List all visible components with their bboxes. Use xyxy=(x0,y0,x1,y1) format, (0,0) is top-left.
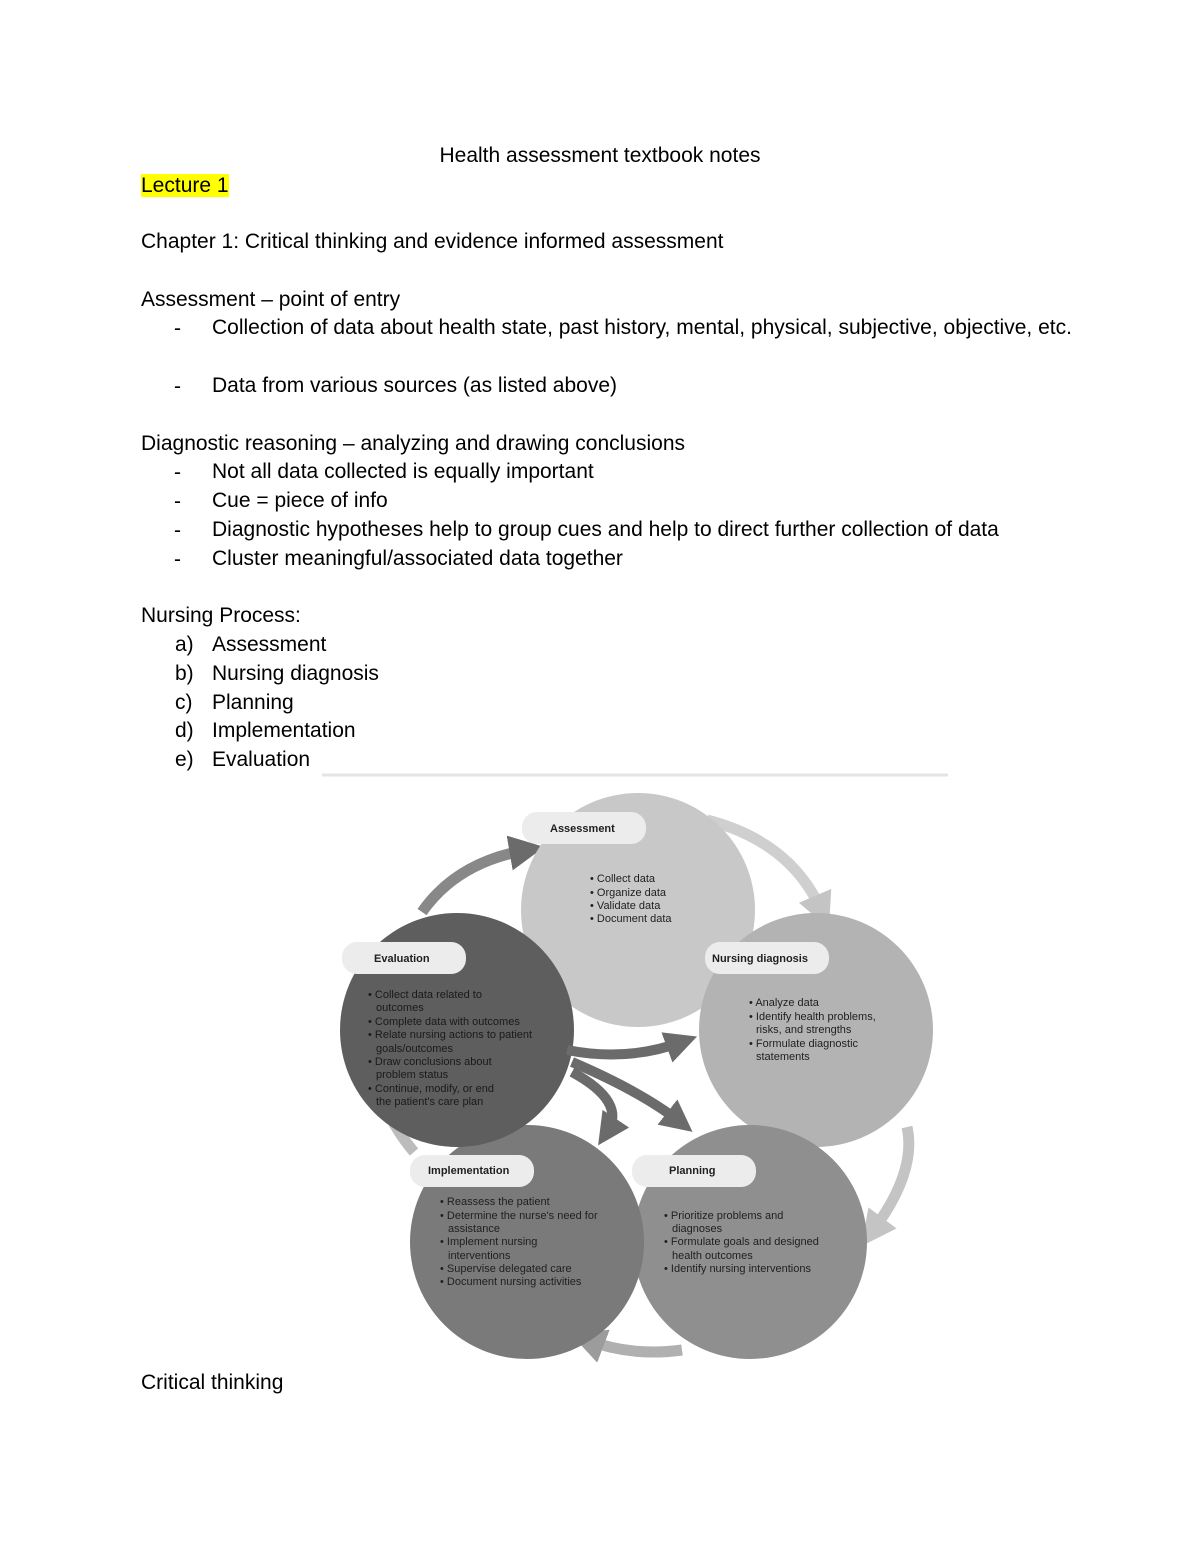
bullet-assessment-1: • Organize data xyxy=(590,887,667,899)
bullet-evaluation-0: • Collect data related to xyxy=(368,989,482,1001)
critical-thinking-heading: Critical thinking xyxy=(141,1371,284,1394)
bullet-marker: - xyxy=(174,548,181,571)
arrow-evaluation-to-diagnosis xyxy=(567,1042,682,1055)
section-heading-diagnostic-reasoning: Diagnostic reasoning – analyzing and drawing conclusions xyxy=(141,432,686,455)
bullet-text: Diagnostic hypotheses help to group cues and help to direct further collection of data xyxy=(212,518,999,541)
bullet-evaluation-2: • Complete data with outcomes xyxy=(368,1016,520,1028)
bullet-marker: - xyxy=(174,490,181,513)
bullet-diagnosis-2: risks, and strengths xyxy=(756,1024,852,1036)
section-heading-assessment: Assessment – point of entry xyxy=(141,288,401,311)
label-implementation: Implementation xyxy=(428,1165,510,1177)
bullet-text: Collection of data about health state, past history, mental, physical, subjective, objective, etc. xyxy=(212,316,1072,339)
bullet-text: Cluster meaningful/associated data together xyxy=(212,547,623,570)
bullet-implementation-6: • Document nursing activities xyxy=(440,1276,582,1288)
bullet-planning-2: • Formulate goals and designed xyxy=(664,1236,819,1248)
list-item: Evaluation xyxy=(212,748,311,771)
label-diagnosis: Nursing diagnosis xyxy=(712,953,808,965)
bullet-evaluation-7: • Continue, modify, or end xyxy=(368,1083,494,1095)
bullet-implementation-3: • Implement nursing xyxy=(440,1236,538,1248)
list-item: Assessment xyxy=(212,633,327,656)
nursing-process-diagram xyxy=(322,772,948,1362)
list-marker: d) xyxy=(175,719,194,742)
list-item: Nursing diagnosis xyxy=(212,662,379,685)
bullet-assessment-2: • Validate data xyxy=(590,900,661,912)
bullet-planning-1: diagnoses xyxy=(672,1223,723,1235)
bullet-planning-0: • Prioritize problems and xyxy=(664,1210,784,1222)
list-marker: e) xyxy=(175,748,194,771)
bullet-text: Cue = piece of info xyxy=(212,489,388,512)
chapter-heading: Chapter 1: Critical thinking and evidence informed assessment xyxy=(141,230,724,253)
label-evaluation: Evaluation xyxy=(374,953,430,965)
bullet-implementation-4: interventions xyxy=(448,1250,511,1262)
bullet-diagnosis-1: • Identify health problems, xyxy=(749,1011,876,1023)
label-assessment: Assessment xyxy=(550,823,615,835)
list-marker: a) xyxy=(175,633,194,656)
bullet-marker: - xyxy=(174,375,181,398)
bullet-diagnosis-0: • Analyze data xyxy=(749,997,819,1009)
bullet-text: Data from various sources (as listed above) xyxy=(212,374,617,397)
nursing-process-svg xyxy=(322,772,948,1362)
bullet-planning-3: health outcomes xyxy=(672,1250,753,1262)
bullet-text: Not all data collected is equally important xyxy=(212,460,594,483)
lecture-label xyxy=(141,173,229,199)
bullet-evaluation-3: • Relate nursing actions to patient xyxy=(368,1029,533,1041)
bullet-assessment-3: • Document data xyxy=(590,913,672,925)
arrow-evaluation-to-planning xyxy=(572,1062,680,1122)
label-planning: Planning xyxy=(669,1165,716,1177)
list-item: Planning xyxy=(212,691,294,714)
bullet-assessment-0: • Collect data xyxy=(590,873,656,885)
page-title: Health assessment textbook notes xyxy=(439,144,761,167)
bullet-marker: - xyxy=(174,461,181,484)
arrow-planning-to-implementation xyxy=(587,1340,682,1352)
list-marker: c) xyxy=(175,691,193,714)
list-marker: b) xyxy=(175,662,194,685)
bullet-evaluation-4: goals/outcomes xyxy=(376,1043,454,1055)
bullet-diagnosis-3: • Formulate diagnostic xyxy=(749,1038,859,1050)
bullet-implementation-2: assistance xyxy=(448,1223,500,1235)
list-item: Implementation xyxy=(212,719,356,742)
bullet-marker: - xyxy=(174,519,181,542)
arrow-diagnosis-to-planning xyxy=(872,1127,909,1232)
bullet-evaluation-8: the patient's care plan xyxy=(376,1096,484,1108)
bullet-marker: - xyxy=(174,317,181,340)
bullet-evaluation-1: outcomes xyxy=(376,1002,424,1014)
bullet-evaluation-5: • Draw conclusions about xyxy=(368,1056,492,1068)
lecture-highlight: Lecture 1 xyxy=(141,174,229,197)
bullet-implementation-5: • Supervise delegated care xyxy=(440,1263,572,1275)
nursing-process-heading: Nursing Process: xyxy=(141,604,301,627)
bullet-evaluation-6: problem status xyxy=(376,1069,449,1081)
bullet-diagnosis-4: statements xyxy=(756,1051,810,1063)
bullet-implementation-1: • Determine the nurse's need for xyxy=(440,1210,598,1222)
bullet-implementation-0: • Reassess the patient xyxy=(440,1196,550,1208)
arrow-evaluation-to-assessment xyxy=(422,850,527,912)
bullet-planning-4: • Identify nursing interventions xyxy=(664,1263,811,1275)
